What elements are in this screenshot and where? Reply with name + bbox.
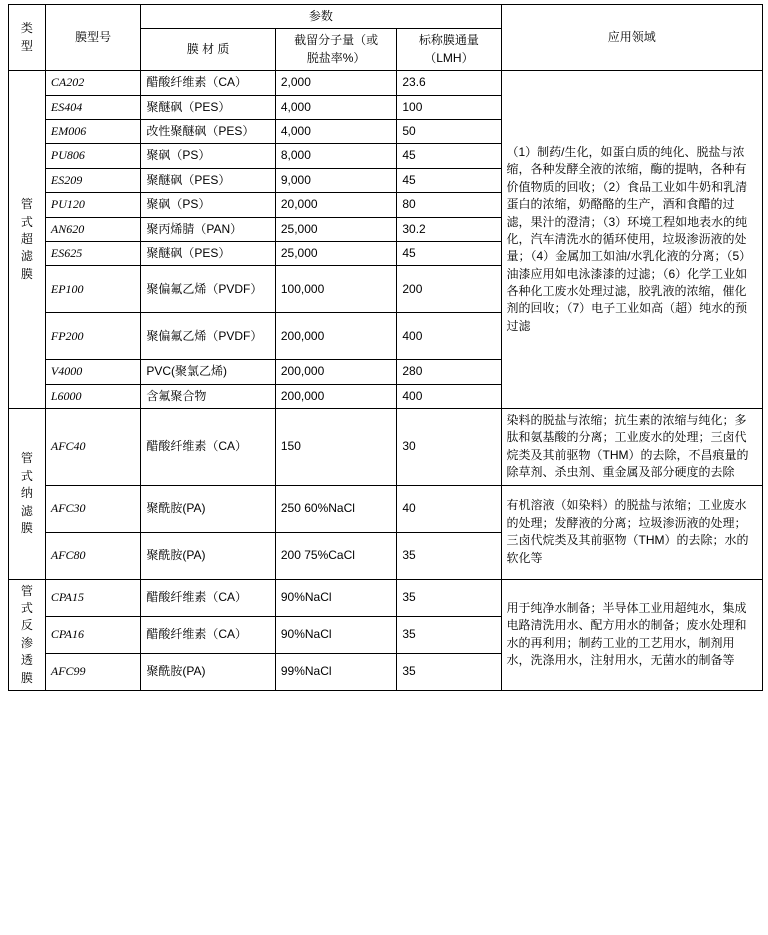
model-cell: AFC80 <box>45 532 140 579</box>
mw-cutoff-cell: 200,000 <box>275 384 397 408</box>
application-cell: 用于纯净水制备；半导体工业用超纯水，集成电路清洗用水、配方用水的制备；废水处理和水的再利用；制药工业的工艺用水，制剂用水，洗涤用水，注射用水，无菌水的制备等 <box>501 579 763 690</box>
mw-cutoff-cell: 200,000 <box>275 360 397 384</box>
type-char: 反 <box>20 618 33 633</box>
type-char: 渗 <box>20 635 33 650</box>
material-cell: 聚酰胺(PA) <box>141 653 276 690</box>
model-cell: FP200 <box>45 313 140 360</box>
flux-cell: 45 <box>397 144 501 168</box>
type-char: 管 <box>20 197 33 212</box>
model-cell: ES625 <box>45 241 140 265</box>
header-params: 参数 <box>141 5 501 29</box>
header-type <box>9 5 46 71</box>
flux-cell: 45 <box>397 241 501 265</box>
table-row <box>9 485 763 532</box>
material-cell: 聚偏氟乙烯（PVDF） <box>141 266 276 313</box>
table-header <box>9 5 763 71</box>
mw-cutoff-cell: 99%NaCl <box>275 653 397 690</box>
material-cell: 聚酰胺(PA) <box>141 532 276 579</box>
header-flux <box>397 29 501 71</box>
flux-cell: 80 <box>397 193 501 217</box>
flux-cell: 30 <box>397 409 501 486</box>
flux-cell: 35 <box>397 579 501 616</box>
material-cell: 聚砜（PS） <box>141 144 276 168</box>
type-char: 管 <box>20 583 33 598</box>
mw-cutoff-cell: 4,000 <box>275 95 397 119</box>
type-cell <box>9 71 46 409</box>
flux-cell: 400 <box>397 384 501 408</box>
application-cell: 染料的脱盐与浓缩；抗生素的浓缩与纯化；多肽和氨基酸的分离；工业废水的处理；三卤代烷类及其前驱物（THM）的去除，不昌痕量的除草剂、杀虫剂、重金属及部分硬度的去除 <box>501 409 763 486</box>
header-model: 膜型号 <box>45 5 140 71</box>
header-mw-cutoff <box>275 29 397 71</box>
model-cell: CPA15 <box>45 579 140 616</box>
type-char: 滤 <box>20 503 33 518</box>
type-cell <box>9 409 46 580</box>
flux-cell: 40 <box>397 485 501 532</box>
mw-cutoff-cell: 90%NaCl <box>275 616 397 653</box>
membrane-spec-table <box>8 4 763 691</box>
material-cell: 醋酸纤维素（CA） <box>141 616 276 653</box>
mw-cutoff-cell: 200 75%CaCl <box>275 532 397 579</box>
flux-cell: 280 <box>397 360 501 384</box>
model-cell: PU120 <box>45 193 140 217</box>
model-cell: EM006 <box>45 119 140 143</box>
mw-cutoff-cell: 250 60%NaCl <box>275 485 397 532</box>
material-cell: 聚酰胺(PA) <box>141 485 276 532</box>
flux-cell: 35 <box>397 653 501 690</box>
header-flux-line1: 标称膜通量 <box>418 33 479 48</box>
header-flux-line2: （LMH） <box>424 50 474 65</box>
type-char: 透 <box>20 653 33 668</box>
header-type-line1: 类 <box>20 21 33 36</box>
material-cell: 醋酸纤维素（CA） <box>141 71 276 95</box>
material-cell: 改性聚醚砜（PES） <box>141 119 276 143</box>
header-application: 应用领域 <box>501 5 763 71</box>
model-cell: AFC40 <box>45 409 140 486</box>
type-char: 式 <box>20 468 33 483</box>
flux-cell: 100 <box>397 95 501 119</box>
application-cell: 有机溶液（如染料）的脱盐与浓缩；工业废水的处理；发酵液的分离；垃圾渗沥液的处理；三卤代烷类及其前驱物（THM）的去除；水的软化等 <box>501 485 763 579</box>
model-cell: V4000 <box>45 360 140 384</box>
material-cell: 醋酸纤维素（CA） <box>141 409 276 486</box>
type-char: 膜 <box>20 266 33 281</box>
material-cell: 聚丙烯腈（PAN） <box>141 217 276 241</box>
model-cell: AFC99 <box>45 653 140 690</box>
type-char: 管 <box>20 451 33 466</box>
flux-cell: 30.2 <box>397 217 501 241</box>
flux-cell: 50 <box>397 119 501 143</box>
type-char: 纳 <box>20 486 33 501</box>
table-row <box>9 71 763 95</box>
mw-cutoff-cell: 8,000 <box>275 144 397 168</box>
model-cell: AN620 <box>45 217 140 241</box>
header-row-1 <box>9 5 763 29</box>
type-char: 膜 <box>20 670 33 685</box>
model-cell: PU806 <box>45 144 140 168</box>
model-cell: EP100 <box>45 266 140 313</box>
model-cell: L6000 <box>45 384 140 408</box>
model-cell: AFC30 <box>45 485 140 532</box>
type-char: 膜 <box>20 520 33 535</box>
header-type-line2: 型 <box>20 38 33 53</box>
table-body <box>9 71 763 691</box>
mw-cutoff-cell: 25,000 <box>275 241 397 265</box>
table-row <box>9 579 763 616</box>
material-cell: 醋酸纤维素（CA） <box>141 579 276 616</box>
type-char: 滤 <box>20 249 33 264</box>
material-cell: 聚醚砜（PES） <box>141 241 276 265</box>
application-cell: （1）制药/生化，如蛋白质的纯化、脱盐与浓缩，各种发酵全液的浓缩，酶的提呐，各种有价值物质的回收；（2）食品工业如牛奶和乳清蛋白的浓缩，奶酪酪的生产，酒和食醋的过滤，果汁的澄清；（3）环境工程如地表水的纯化，汽车清洗水的循环使用，垃圾渗沥液的处量；（4）金属加工如油/水乳化液的分离；（5）油漆应用如电泳漆漆的过滤；（6）化学工业如各种化工废水处理过滤，胶乳液的浓缩，催化剂的回收；（7）电子工业如高（超）纯水的预过滤 <box>501 71 763 409</box>
model-cell: CPA16 <box>45 616 140 653</box>
flux-cell: 45 <box>397 168 501 192</box>
flux-cell: 200 <box>397 266 501 313</box>
table-row <box>9 409 763 486</box>
mw-cutoff-cell: 9,000 <box>275 168 397 192</box>
mw-cutoff-cell: 200,000 <box>275 313 397 360</box>
mw-cutoff-cell: 90%NaCl <box>275 579 397 616</box>
material-cell: 含氟聚合物 <box>141 384 276 408</box>
mw-cutoff-cell: 150 <box>275 409 397 486</box>
type-char: 式 <box>20 214 33 229</box>
mw-cutoff-cell: 20,000 <box>275 193 397 217</box>
mw-cutoff-cell: 25,000 <box>275 217 397 241</box>
mw-cutoff-cell: 2,000 <box>275 71 397 95</box>
header-material: 膜 材 质 <box>141 29 276 71</box>
material-cell: 聚醚砜（PES） <box>141 168 276 192</box>
material-cell: PVC(聚氯乙烯) <box>141 360 276 384</box>
type-cell <box>9 579 46 690</box>
material-cell: 聚偏氟乙烯（PVDF） <box>141 313 276 360</box>
flux-cell: 23.6 <box>397 71 501 95</box>
material-cell: 聚砜（PS） <box>141 193 276 217</box>
flux-cell: 35 <box>397 532 501 579</box>
flux-cell: 35 <box>397 616 501 653</box>
flux-cell: 400 <box>397 313 501 360</box>
mw-cutoff-cell: 100,000 <box>275 266 397 313</box>
model-cell: ES404 <box>45 95 140 119</box>
header-mw-line1: 截留分子量（或 <box>294 33 379 48</box>
model-cell: ES209 <box>45 168 140 192</box>
mw-cutoff-cell: 4,000 <box>275 119 397 143</box>
model-cell: CA202 <box>45 71 140 95</box>
type-char: 超 <box>20 231 33 246</box>
material-cell: 聚醚砜（PES） <box>141 95 276 119</box>
type-char: 式 <box>20 601 33 616</box>
header-mw-line2: 脱盐率%） <box>306 50 366 65</box>
